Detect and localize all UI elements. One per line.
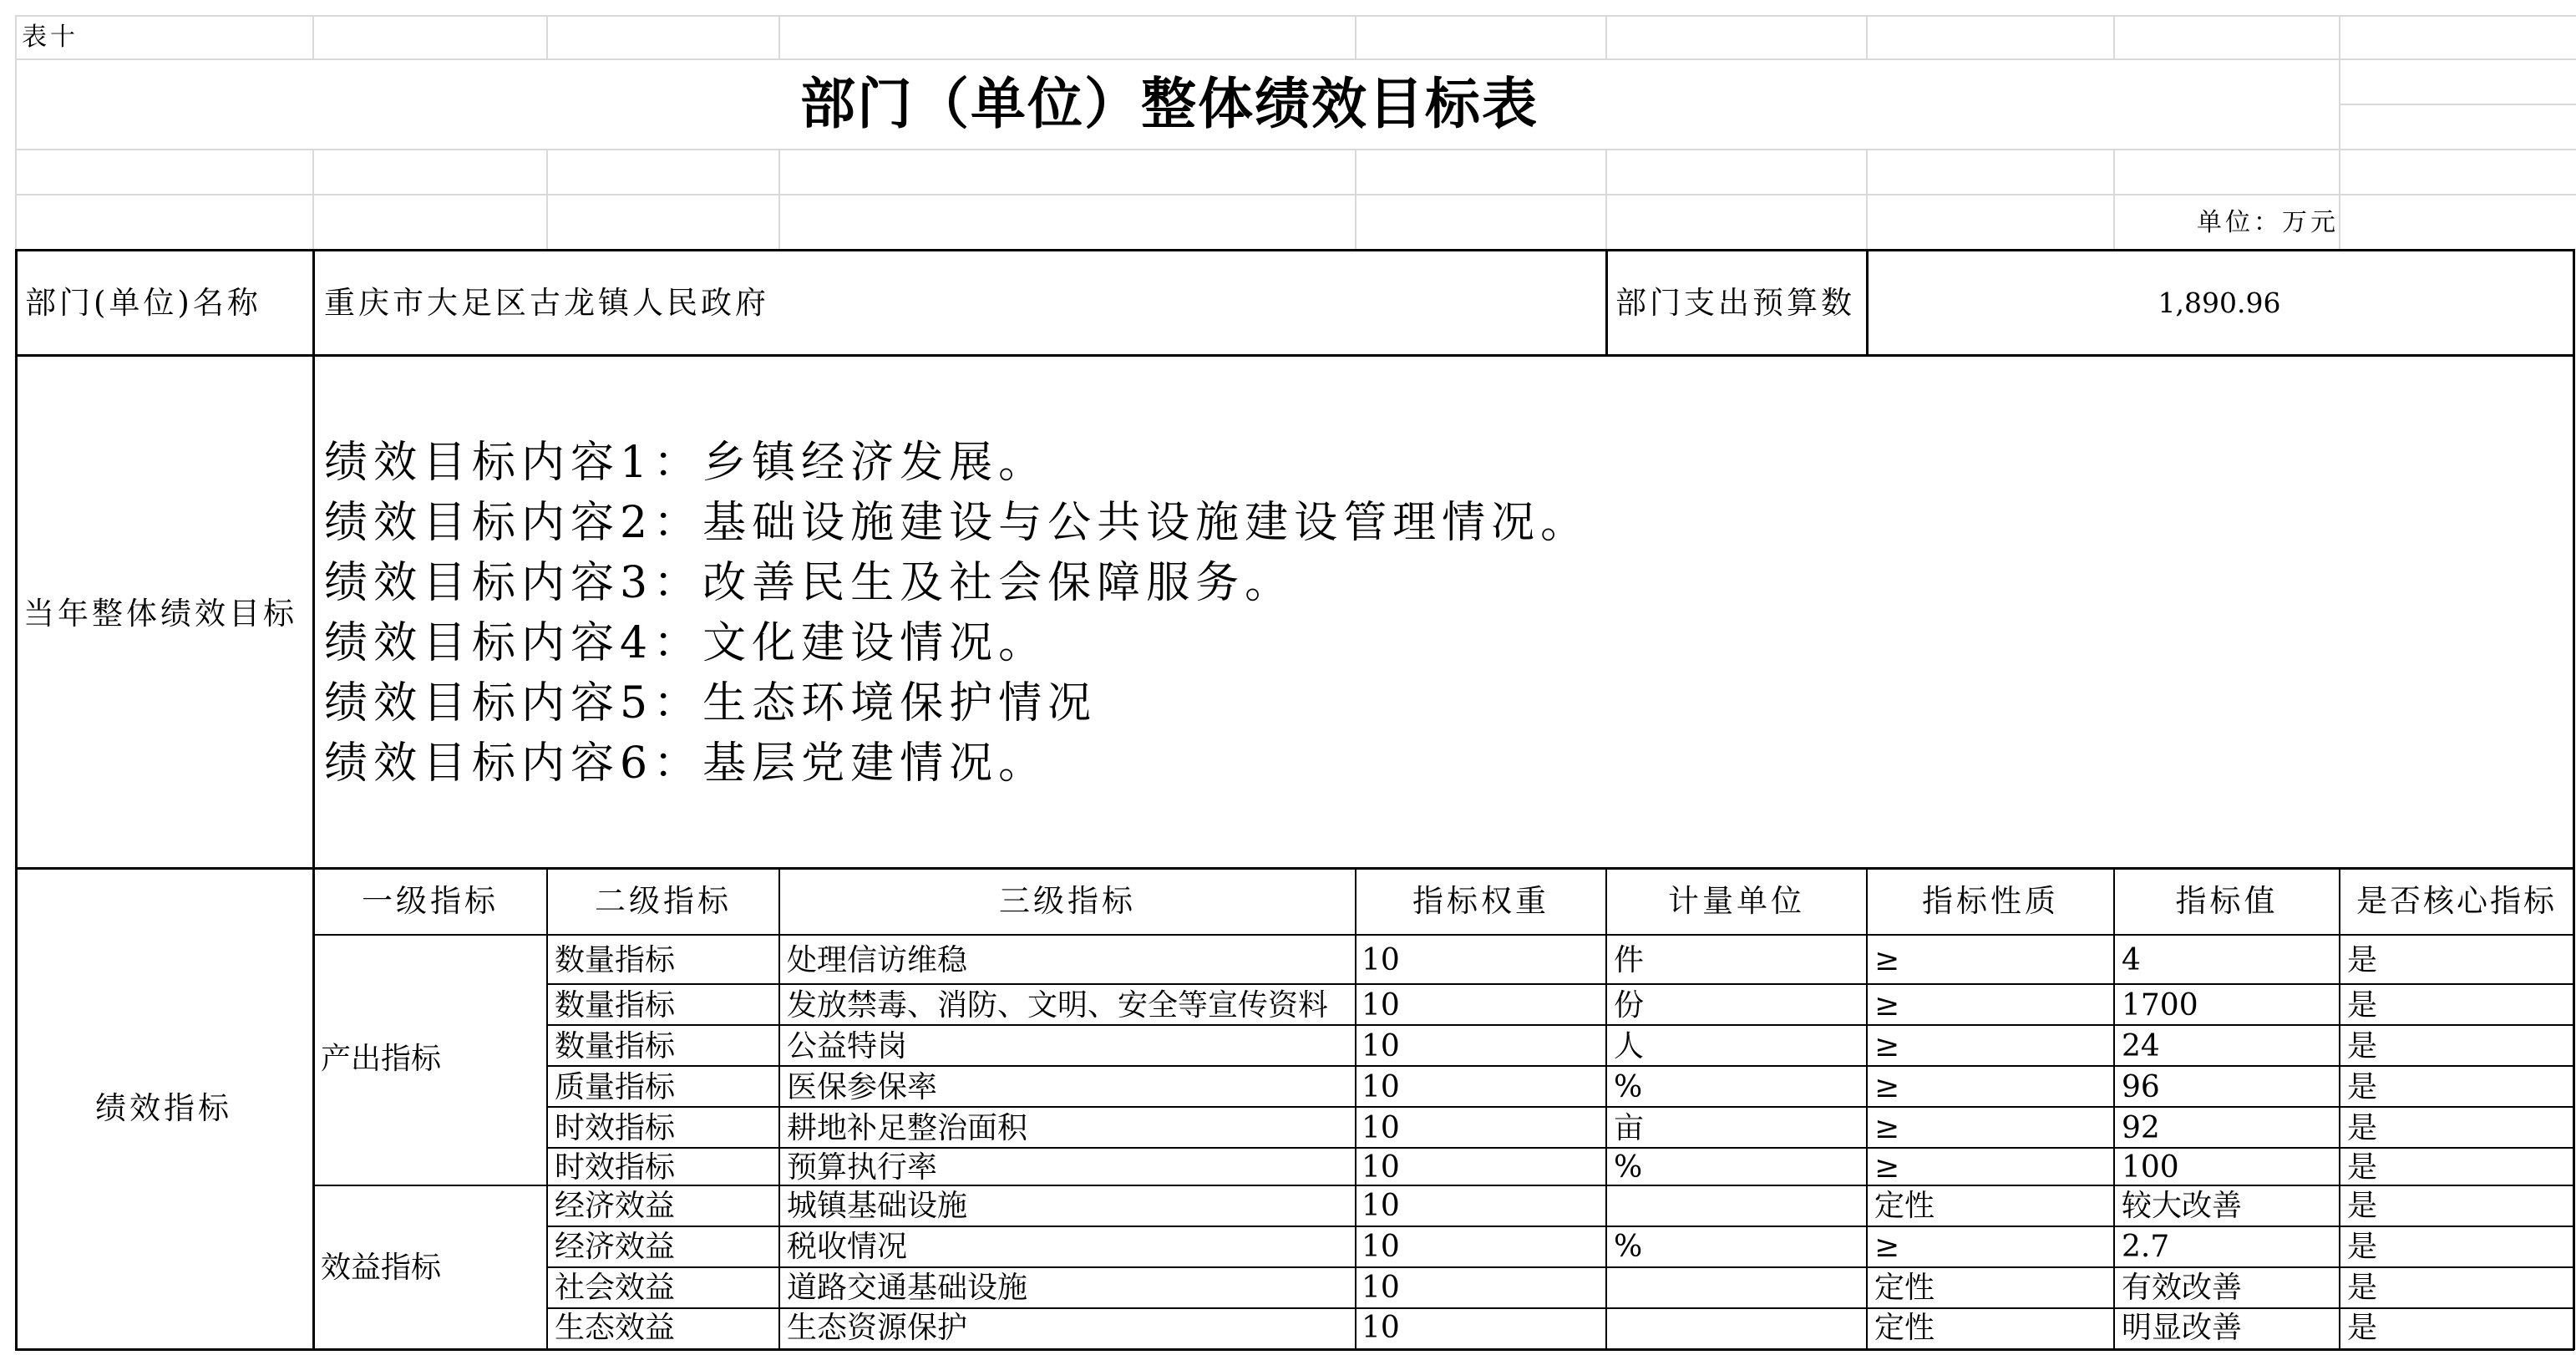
row-weight: 10 — [1362, 1189, 1400, 1223]
row-nature: ≥ — [1874, 1230, 1900, 1264]
row-weight: 10 — [1362, 988, 1400, 1023]
goal-line-1: 绩效目标内容1：乡镇经济发展。 — [324, 438, 1048, 488]
row-level2: 数量指标 — [555, 943, 676, 977]
row-level2: 生态效益 — [555, 1311, 676, 1345]
row-level2: 时效指标 — [555, 1150, 676, 1185]
row-core: 是 — [2347, 988, 2378, 1023]
row-level3: 处理信访维稳 — [787, 943, 968, 977]
row-nature: ≥ — [1874, 943, 1900, 977]
row-core: 是 — [2347, 1189, 2378, 1223]
row-core: 是 — [2347, 1271, 2378, 1305]
row-level3: 医保参保率 — [787, 1070, 938, 1104]
header-nature: 指标性质 — [1922, 883, 2059, 919]
goal-line-6: 绩效目标内容6：基层党建情况。 — [324, 738, 1048, 789]
row-unit: 人 — [1614, 1029, 1645, 1063]
row-weight: 10 — [1362, 943, 1400, 977]
row-level2: 质量指标 — [555, 1070, 676, 1104]
row-nature: ≥ — [1874, 1070, 1900, 1104]
row-value: 24 — [2122, 1029, 2160, 1063]
goal-line-5: 绩效目标内容5：生态环境保护情况 — [324, 678, 1098, 728]
row-nature: ≥ — [1874, 1111, 1900, 1145]
row-level3: 道路交通基础设施 — [787, 1271, 1028, 1305]
row-core: 是 — [2347, 1311, 2378, 1345]
unit-label: 单位：万元 — [2197, 208, 2339, 237]
row-nature: ≥ — [1874, 1029, 1900, 1063]
page-title: 部门（单位）整体绩效目标表 — [800, 72, 1539, 136]
header-value: 指标值 — [2175, 883, 2279, 919]
header-level3: 三级指标 — [999, 883, 1136, 919]
annual-goal-label: 当年整体绩效目标 — [23, 596, 297, 632]
row-nature: ≥ — [1874, 988, 1900, 1023]
row-unit: 件 — [1614, 943, 1645, 977]
row-weight: 10 — [1362, 1150, 1400, 1185]
row-value: 2.7 — [2122, 1230, 2170, 1264]
row-value: 4 — [2122, 943, 2141, 977]
row-level3: 发放禁毒、消防、文明、安全等宣传资料 — [787, 988, 1329, 1023]
goal-line-4: 绩效目标内容4：文化建设情况。 — [324, 618, 1048, 668]
header-weight: 指标权重 — [1412, 883, 1549, 919]
row-core: 是 — [2347, 943, 2378, 977]
row-core: 是 — [2347, 1070, 2378, 1104]
row-unit: 亩 — [1614, 1111, 1645, 1145]
goal-line-2: 绩效目标内容2：基础设施建设与公共设施建设管理情况。 — [324, 498, 1590, 548]
row-value: 明显改善 — [2122, 1311, 2243, 1345]
row-unit: % — [1614, 1070, 1643, 1104]
row-core: 是 — [2347, 1150, 2378, 1185]
row-unit: % — [1614, 1230, 1643, 1264]
sheet-label: 表十 — [22, 23, 79, 52]
row-value: 92 — [2122, 1111, 2160, 1145]
row-level2: 经济效益 — [555, 1189, 676, 1223]
row-level3: 耕地补足整治面积 — [787, 1111, 1028, 1145]
row-weight: 10 — [1362, 1311, 1400, 1345]
group-output-label: 产出指标 — [321, 1042, 442, 1076]
budget-value: 1,890.96 — [2158, 287, 2281, 319]
row-nature: 定性 — [1874, 1311, 1935, 1345]
row-level3: 公益特岗 — [787, 1029, 908, 1063]
header-level2: 二级指标 — [595, 883, 732, 919]
row-level3: 生态资源保护 — [787, 1311, 968, 1345]
row-value: 96 — [2122, 1070, 2160, 1104]
row-unit: % — [1614, 1150, 1643, 1185]
row-weight: 10 — [1362, 1271, 1400, 1305]
row-level2: 时效指标 — [555, 1111, 676, 1145]
row-weight: 10 — [1362, 1029, 1400, 1063]
row-level2: 数量指标 — [555, 1029, 676, 1063]
row-core: 是 — [2347, 1230, 2378, 1264]
row-core: 是 — [2347, 1111, 2378, 1145]
row-core: 是 — [2347, 1029, 2378, 1063]
group-benefit-label: 效益指标 — [321, 1251, 442, 1285]
row-value: 1700 — [2122, 988, 2198, 1023]
row-nature: 定性 — [1874, 1189, 1935, 1223]
header-level1: 一级指标 — [362, 883, 499, 919]
row-weight: 10 — [1362, 1230, 1400, 1264]
row-value: 有效改善 — [2122, 1271, 2243, 1305]
row-level3: 税收情况 — [787, 1230, 908, 1264]
row-nature: 定性 — [1874, 1271, 1935, 1305]
header-core: 是否核心指标 — [2356, 883, 2557, 919]
row-weight: 10 — [1362, 1070, 1400, 1104]
row-value: 较大改善 — [2122, 1189, 2243, 1223]
row-value: 100 — [2122, 1150, 2179, 1185]
row-unit: 份 — [1614, 988, 1645, 1023]
dept-name-label: 部门(单位)名称 — [25, 285, 261, 321]
row-level3: 城镇基础设施 — [787, 1189, 968, 1223]
row-level2: 社会效益 — [555, 1271, 676, 1305]
budget-label: 部门支出预算数 — [1615, 285, 1855, 321]
dept-name-value: 重庆市大足区古龙镇人民政府 — [324, 285, 769, 321]
header-unit: 计量单位 — [1668, 883, 1805, 919]
row-level3: 预算执行率 — [787, 1150, 938, 1185]
row-nature: ≥ — [1874, 1150, 1900, 1185]
row-level2: 数量指标 — [555, 988, 676, 1023]
row-weight: 10 — [1362, 1111, 1400, 1145]
row-level2: 经济效益 — [555, 1230, 676, 1264]
indicators-label: 绩效指标 — [95, 1090, 232, 1126]
goal-line-3: 绩效目标内容3：改善民生及社会保障服务。 — [324, 558, 1295, 608]
